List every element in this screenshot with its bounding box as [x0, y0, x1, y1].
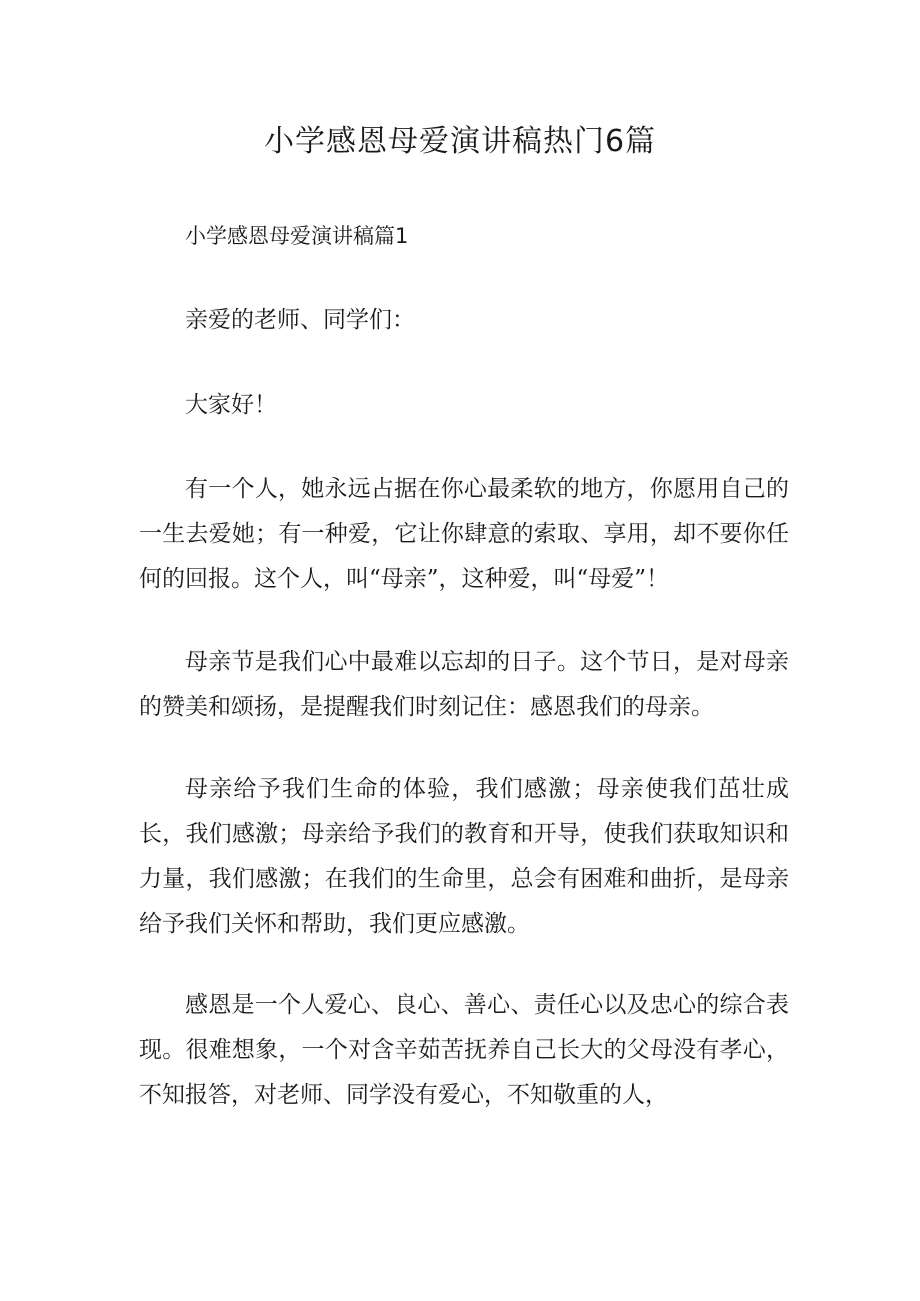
document-title: 小学感恩母爱演讲稿热门6篇: [263, 124, 657, 159]
greeting-line: 亲爱的老师、同学们：: [185, 307, 415, 333]
salutation-line: 大家好！: [185, 392, 277, 418]
paragraph-1: 有一个人，她永远占据在你心最柔软的地方，你愿用自己的一生去爱她；有一种爱，它让你肆意的索取、享用，却不要你任何的回报。这个人，叫“母亲”，这种爱，叫“母爱”！: [139, 476, 789, 592]
section-heading: 小学感恩母爱演讲稿篇1: [185, 224, 409, 248]
paragraph-3: 母亲给予我们生命的体验，我们感激；母亲使我们茁壮成长，我们感激；母亲给予我们的教育和开导，使我们获取知识和力量，我们感激；在我们的生命里，总会有困难和曲折，是母亲给予我们关怀和帮助，我们更应感激。: [139, 776, 789, 937]
paragraph-2: 母亲节是我们心中最难以忘却的日子。这个节日，是对母亲的赞美和颂扬，是提醒我们时刻记住：感恩我们的母亲。: [139, 649, 789, 720]
paragraph-4: 感恩是一个人爱心、良心、善心、责任心以及忠心的综合表现。很难想象，一个对含辛茹苦抚养自己长大的父母没有孝心，不知报答，对老师、同学没有爱心，不知敬重的人，: [139, 992, 789, 1108]
